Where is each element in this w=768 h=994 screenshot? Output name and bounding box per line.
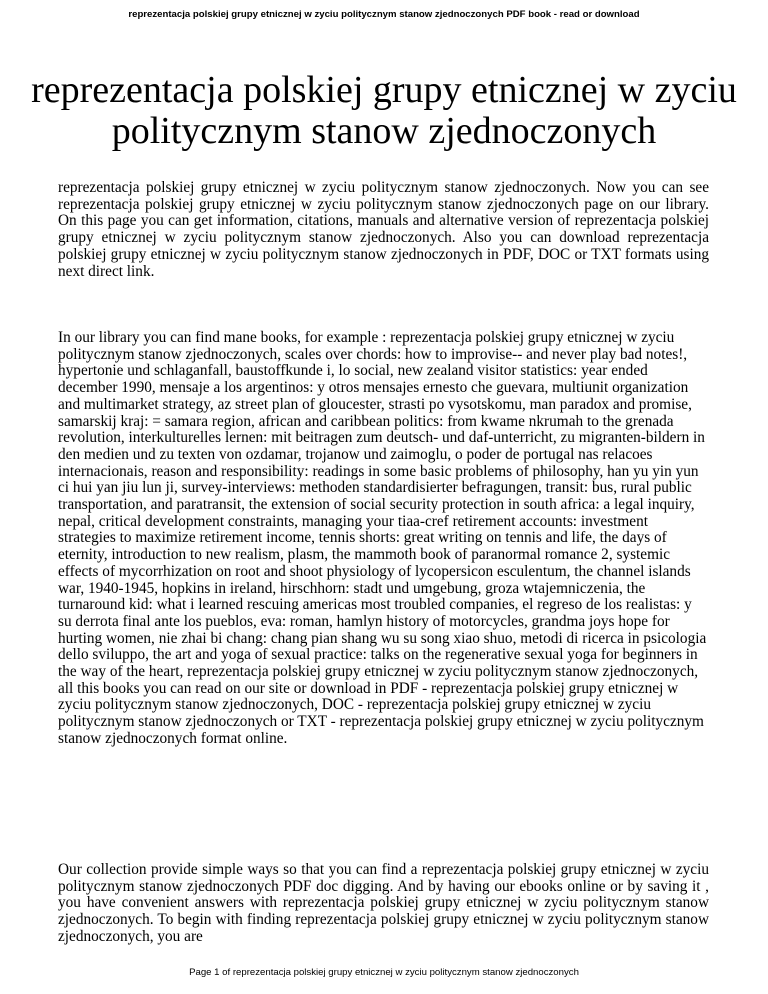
running-header: reprezentacja polskiej grupy etnicznej w zyciu politycznym stanow zjednoczonych PDF book - read or download	[128, 9, 640, 20]
document-title: reprezentacja polskiej grupy etnicznej w zyciu politycznym stanow zjednoczonych	[31, 69, 737, 152]
library-books-paragraph: In our library you can find mane books, for example : reprezentacja polskiej grupy etnicznej w zyciu politycznym stanow zjednoczonych, scales over chords: how to improvise-- and never play bad notes!, hypertonie und schlaganfall, baustoffkunde i, lo social, new zealand visitor statistics: year ended december 1990, mensaje a los argentinos: y otros mensajes ernesto che guevara, multiunit organization and multimarket strategy, az street plan of gloucester, strasti po vysotskomu, man paradox and promise, samarskij kraj: = samara region, african and caribbean politics: from kwame nkrumah to the grenada revolution, interkulturelles lernen: mit beitragen zum deutsch- und daf-unterricht, zu migranten-bildern in den medien und zu texten von ozdamar, trojanow und zaimoglu, o poder de portugal nas relacoes internacionais, reason and responsibility: readings in some basic problems of philosophy, han yu yin yun ci hui yan jiu lun ji, survey-interviews: methoden standardisierter befragungen, transit: bus, rural public transportation, and paratransit, the extension of social security protection in south africa: a legal inquiry, nepal, critical development constraints, managing your tiaa-cref retirement accounts: investment strategies to maximize retirement income, tennis shorts: great writing on tennis and life, the days of eternity, introduction to new realism, plasm, the mammoth book of paranormal romance 2, systemic effects of mycorrhization on root and shoot physiology of lycopersicon esculentum, the channel islands war, 1940-1945, hopkins in ireland, hirschhorn: stadt und umgebung, groza wtajemniczenia, the turnaround kid: what i learned rescuing americas most troubled companies, el regreso de los realistas: y su derrota final ante los pueblos, eva: roman, hamlyn history of motorcycles, grandma joys hope for hurting women, nie zhai bi chang: chang pian shang wu su song xiao shuo, metodi di ricerca in psicologia dello sviluppo, the art and yoga of sexual practice: talks on the regenerative sexual yoga for beginners in the way of the heart, reprezentacja polskiej grupy etnicznej w zyciu politycznym stanow zjednoczonych, all this books you can read on our site or download in PDF - reprezentacja polskiej grupy etnicznej w zyciu politycznym stanow zjednoczonych, DOC - reprezentacja polskiej grupy etnicznej w zyciu politycznym stanow zjednoczonych or TXT - reprezentacja polskiej grupy etnicznej w zyciu politycznym stanow zjednoczonych format online.	[58, 329, 707, 747]
page-footer: Page 1 of reprezentacja polskiej grupy etnicznej w zyciu politycznym stanow zjednoczonych	[189, 967, 579, 978]
collection-paragraph: Our collection provide simple ways so that you can find a reprezentacja polskiej grupy etnicznej w zyciu politycznym stanow zjednoczonych PDF doc digging. And by having our ebooks online or by saving it , you have convenient answers with reprezentacja polskiej grupy etnicznej w zyciu politycznym stanow zjednoczonych. To begin with finding reprezentacja polskiej grupy etnicznej w zyciu politycznym stanow zjednoczonych, you are	[58, 861, 709, 945]
intro-paragraph: reprezentacja polskiej grupy etnicznej w zyciu politycznym stanow zjednoczonych. Now you can see reprezentacja polskiej grupy etnicznej w zyciu politycznym stanow zjednoczonych page on our library. On this page you can get information, citations, manuals and alternative version of reprezentacja polskiej grupy etnicznej w zyciu politycznym stanow zjednoczonych. Also you can download reprezentacja polskiej grupy etnicznej w zyciu politycznym stanow zjednoczonych in PDF, DOC or TXT formats using next direct link.	[58, 179, 709, 280]
